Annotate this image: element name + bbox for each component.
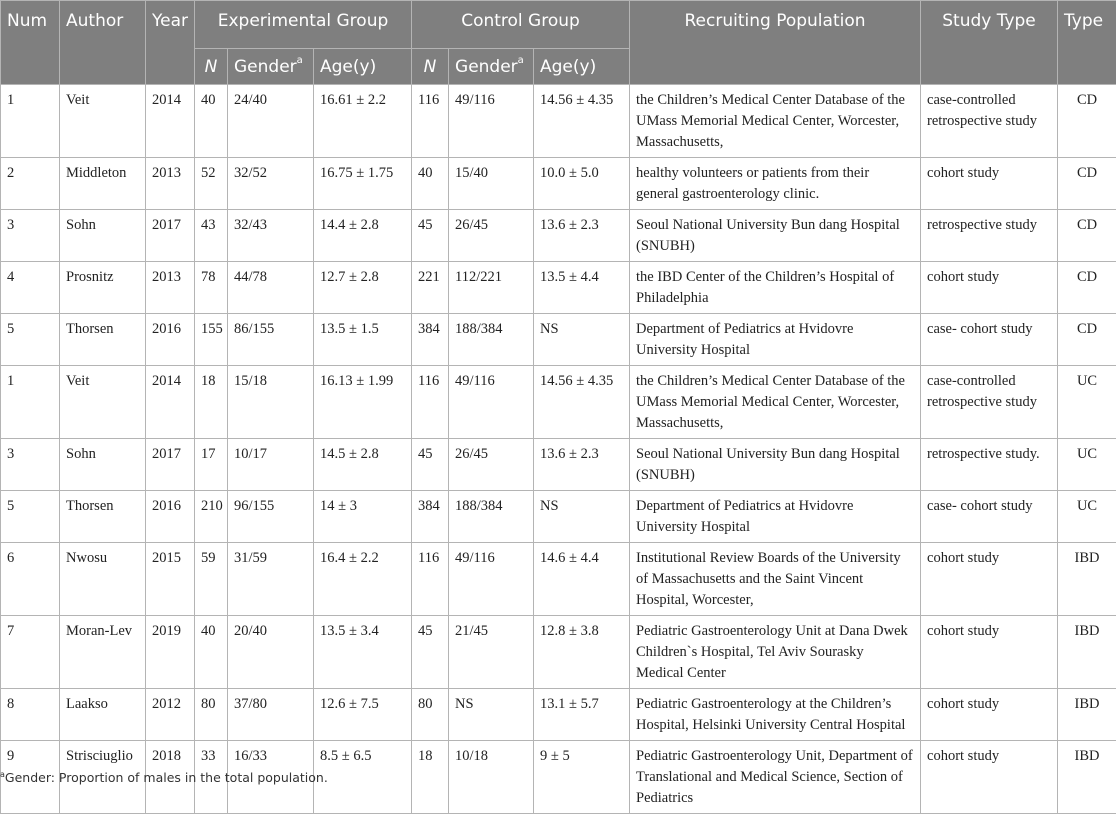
cell-num: 1 (1, 85, 60, 158)
table-header (1, 1, 1116, 85)
cell-ctl-gender: 112/221 (449, 262, 534, 314)
cell-ctl-age: 10.0 ± 5.0 (534, 158, 630, 210)
cell-exp-age: 13.5 ± 3.4 (314, 616, 412, 689)
cell-type: IBD (1058, 689, 1116, 741)
cell-recruiting-population: Department of Pediatrics at Hvidovre University Hospital (630, 491, 921, 543)
header-author: Author (60, 1, 146, 85)
cell-ctl-n: 116 (412, 543, 449, 616)
footnote-text: Gender: Proportion of males in the total population. (5, 770, 328, 785)
cell-author: Veit (60, 85, 146, 158)
footnote-marker: a (297, 55, 303, 66)
cell-year: 2017 (146, 439, 195, 491)
cell-ctl-age: NS (534, 491, 630, 543)
cell-exp-gender: 44/78 (228, 262, 314, 314)
cell-year: 2013 (146, 158, 195, 210)
cell-exp-age: 14.5 ± 2.8 (314, 439, 412, 491)
cell-num: 2 (1, 158, 60, 210)
cell-study-type: cohort study (921, 262, 1058, 314)
cell-num: 3 (1, 439, 60, 491)
cell-study-type: cohort study (921, 543, 1058, 616)
cell-year: 2013 (146, 262, 195, 314)
cell-ctl-gender: 188/384 (449, 314, 534, 366)
header-recruiting-population: Recruiting Population (630, 1, 921, 85)
cell-ctl-n: 384 (412, 491, 449, 543)
cell-exp-gender: 37/80 (228, 689, 314, 741)
cell-type: UC (1058, 366, 1116, 439)
cell-exp-gender: 32/52 (228, 158, 314, 210)
cell-exp-n: 210 (195, 491, 228, 543)
cell-type: CD (1058, 314, 1116, 366)
cell-exp-n: 155 (195, 314, 228, 366)
cell-num: 5 (1, 491, 60, 543)
cell-type: CD (1058, 210, 1116, 262)
cell-exp-n: 40 (195, 85, 228, 158)
cell-num: 1 (1, 366, 60, 439)
header-year: Year (146, 1, 195, 85)
cell-author: Thorsen (60, 314, 146, 366)
cell-type: CD (1058, 158, 1116, 210)
cell-author: Laakso (60, 689, 146, 741)
cell-ctl-n: 116 (412, 366, 449, 439)
cell-recruiting-population: the Children’s Medical Center Database of the UMass Memorial Medical Center, Worcester, Massachusetts, (630, 85, 921, 158)
cell-ctl-age: 14.56 ± 4.35 (534, 366, 630, 439)
cell-exp-age: 16.13 ± 1.99 (314, 366, 412, 439)
cell-num: 9 (1, 741, 60, 814)
cell-exp-n: 40 (195, 616, 228, 689)
cell-author: Sohn (60, 210, 146, 262)
cell-author: Strisciuglio (60, 741, 146, 814)
cell-year: 2019 (146, 616, 195, 689)
cell-ctl-age: 13.5 ± 4.4 (534, 262, 630, 314)
cell-ctl-gender: 49/116 (449, 366, 534, 439)
table-row (1, 543, 1116, 616)
cell-ctl-n: 45 (412, 439, 449, 491)
table-row (1, 439, 1116, 491)
table-body (1, 85, 1116, 814)
header-ctl-n: N (412, 49, 449, 85)
cell-ctl-age: NS (534, 314, 630, 366)
cell-study-type: cohort study (921, 741, 1058, 814)
header-exp-n: N (195, 49, 228, 85)
table-footnote (0, 770, 328, 785)
footnote-marker: a (0, 770, 5, 779)
cell-ctl-gender: 49/116 (449, 85, 534, 158)
cell-ctl-n: 384 (412, 314, 449, 366)
cell-recruiting-population: healthy volunteers or patients from their general gastroenterology clinic. (630, 158, 921, 210)
cell-exp-age: 14.4 ± 2.8 (314, 210, 412, 262)
cell-recruiting-population: Department of Pediatrics at Hvidovre University Hospital (630, 314, 921, 366)
cell-exp-gender: 31/59 (228, 543, 314, 616)
cell-year: 2018 (146, 741, 195, 814)
cell-ctl-age: 14.6 ± 4.4 (534, 543, 630, 616)
cell-study-type: cohort study (921, 689, 1058, 741)
cell-type: UC (1058, 439, 1116, 491)
cell-type: IBD (1058, 741, 1116, 814)
cell-exp-age: 8.5 ± 6.5 (314, 741, 412, 814)
cell-recruiting-population: Pediatric Gastroenterology Unit at Dana Dwek Children`s Hospital, Tel Aviv Sourasky Medical Center (630, 616, 921, 689)
cell-author: Sohn (60, 439, 146, 491)
cell-ctl-gender: 21/45 (449, 616, 534, 689)
cell-recruiting-population: Seoul National University Bun dang Hospital (SNUBH) (630, 210, 921, 262)
header-ctl-age: Age(y) (534, 49, 630, 85)
table-row (1, 314, 1116, 366)
table-row (1, 158, 1116, 210)
cell-exp-n: 18 (195, 366, 228, 439)
table-row (1, 616, 1116, 689)
cell-ctl-n: 116 (412, 85, 449, 158)
cell-exp-gender: 86/155 (228, 314, 314, 366)
cell-year: 2015 (146, 543, 195, 616)
cell-exp-n: 33 (195, 741, 228, 814)
header-study-type: Study Type (921, 1, 1058, 85)
cell-ctl-gender: 26/45 (449, 439, 534, 491)
cell-exp-gender: 15/18 (228, 366, 314, 439)
cell-exp-gender: 32/43 (228, 210, 314, 262)
cell-type: CD (1058, 262, 1116, 314)
cell-exp-gender: 10/17 (228, 439, 314, 491)
cell-type: CD (1058, 85, 1116, 158)
cell-ctl-n: 40 (412, 158, 449, 210)
cell-type: IBD (1058, 543, 1116, 616)
cell-num: 3 (1, 210, 60, 262)
cell-ctl-gender: 188/384 (449, 491, 534, 543)
header-num: Num (1, 1, 60, 85)
cell-num: 8 (1, 689, 60, 741)
cell-recruiting-population: the Children’s Medical Center Database of the UMass Memorial Medical Center, Worcester, Massachusetts, (630, 366, 921, 439)
cell-exp-n: 78 (195, 262, 228, 314)
cell-ctl-n: 80 (412, 689, 449, 741)
cell-ctl-age: 14.56 ± 4.35 (534, 85, 630, 158)
cell-author: Middleton (60, 158, 146, 210)
cell-recruiting-population: Institutional Review Boards of the University of Massachusetts and the Saint Vincent Hospital, Worcester, (630, 543, 921, 616)
cell-ctl-gender: 49/116 (449, 543, 534, 616)
cell-type: UC (1058, 491, 1116, 543)
table-row (1, 262, 1116, 314)
table-row (1, 366, 1116, 439)
cell-ctl-n: 45 (412, 210, 449, 262)
cell-recruiting-population: Pediatric Gastroenterology Unit, Department of Translational and Medical Science, Section of Pediatrics (630, 741, 921, 814)
table-row (1, 210, 1116, 262)
cell-exp-gender: 96/155 (228, 491, 314, 543)
cell-study-type: cohort study (921, 158, 1058, 210)
cell-study-type: case- cohort study (921, 314, 1058, 366)
cell-ctl-age: 13.1 ± 5.7 (534, 689, 630, 741)
cell-ctl-n: 18 (412, 741, 449, 814)
cell-type: IBD (1058, 616, 1116, 689)
cell-num: 7 (1, 616, 60, 689)
cell-ctl-age: 12.8 ± 3.8 (534, 616, 630, 689)
cell-exp-n: 80 (195, 689, 228, 741)
cell-exp-n: 52 (195, 158, 228, 210)
header-exp-gender: Gender$^a$ (228, 49, 314, 85)
cell-exp-gender: 20/40 (228, 616, 314, 689)
cell-exp-age: 14 ± 3 (314, 491, 412, 543)
header-control-group: Control Group (412, 1, 630, 49)
cell-year: 2014 (146, 366, 195, 439)
cell-recruiting-population: Pediatric Gastroenterology at the Children’s Hospital, Helsinki University Central Hospital (630, 689, 921, 741)
cell-year: 2014 (146, 85, 195, 158)
cell-recruiting-population: Seoul National University Bun dang Hospital (SNUBH) (630, 439, 921, 491)
table-row (1, 85, 1116, 158)
cell-num: 6 (1, 543, 60, 616)
cell-exp-age: 16.75 ± 1.75 (314, 158, 412, 210)
cell-ctl-age: 13.6 ± 2.3 (534, 439, 630, 491)
cell-study-type: case-controlled retrospective study (921, 366, 1058, 439)
cell-ctl-gender: 26/45 (449, 210, 534, 262)
cell-exp-n: 17 (195, 439, 228, 491)
header-exp-age: Age(y) (314, 49, 412, 85)
cell-num: 4 (1, 262, 60, 314)
cell-study-type: case- cohort study (921, 491, 1058, 543)
header-experimental-group: Experimental Group (195, 1, 412, 49)
cell-ctl-gender: NS (449, 689, 534, 741)
header-type: Type (1058, 1, 1116, 85)
cell-ctl-n: 221 (412, 262, 449, 314)
cell-exp-age: 12.6 ± 7.5 (314, 689, 412, 741)
cell-author: Nwosu (60, 543, 146, 616)
cell-exp-n: 59 (195, 543, 228, 616)
cell-year: 2012 (146, 689, 195, 741)
cell-study-type: case-controlled retrospective study (921, 85, 1058, 158)
header-ctl-gender: Gender$^a$ (449, 49, 534, 85)
cell-year: 2017 (146, 210, 195, 262)
cell-study-type: cohort study (921, 616, 1058, 689)
cell-exp-age: 12.7 ± 2.8 (314, 262, 412, 314)
cell-ctl-gender: 10/18 (449, 741, 534, 814)
footnote-marker: a (518, 55, 524, 66)
cell-exp-age: 16.4 ± 2.2 (314, 543, 412, 616)
cell-year: 2016 (146, 314, 195, 366)
cell-exp-gender: 24/40 (228, 85, 314, 158)
cell-exp-age: 13.5 ± 1.5 (314, 314, 412, 366)
cell-study-type: retrospective study (921, 210, 1058, 262)
cell-author: Prosnitz (60, 262, 146, 314)
cell-author: Moran-Lev (60, 616, 146, 689)
cell-author: Thorsen (60, 491, 146, 543)
cell-num: 5 (1, 314, 60, 366)
table-row (1, 689, 1116, 741)
cell-author: Veit (60, 366, 146, 439)
cell-ctl-age: 13.6 ± 2.3 (534, 210, 630, 262)
cell-exp-gender: 16/33 (228, 741, 314, 814)
cell-recruiting-population: the IBD Center of the Children’s Hospital of Philadelphia (630, 262, 921, 314)
cell-exp-n: 43 (195, 210, 228, 262)
cell-year: 2016 (146, 491, 195, 543)
cell-exp-age: 16.61 ± 2.2 (314, 85, 412, 158)
table-row (1, 491, 1116, 543)
cell-ctl-age: 9 ± 5 (534, 741, 630, 814)
cell-study-type: retrospective study. (921, 439, 1058, 491)
cell-ctl-gender: 15/40 (449, 158, 534, 210)
cell-ctl-n: 45 (412, 616, 449, 689)
